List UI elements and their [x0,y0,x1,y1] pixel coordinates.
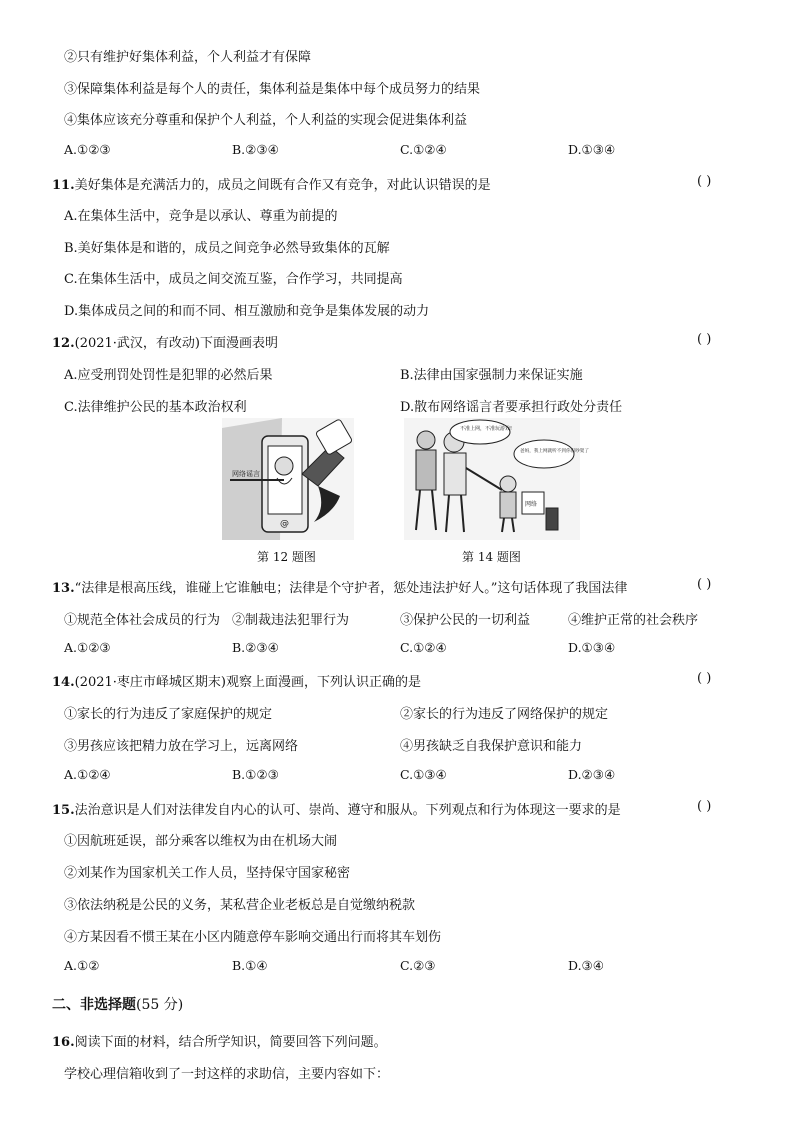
q15-answer-paren: ( ) [697,799,712,814]
q14-statement-4: ④男孩缺乏自我保护意识和能力 [400,739,583,754]
fig14-bubble-boy: 爸妈，我上网就听不到你们吵架了 [520,449,589,454]
q16-stem [52,1031,387,1050]
q10-statement-3: ③保障集体利益是每个人的责任，集体利益是集体中每个成员努力的结果 [64,82,481,97]
q15-option-a: A.①② [64,958,100,973]
q10-option-d: D.①③④ [568,142,616,157]
q15-option-c: C.②③ [400,958,436,973]
q11-option-c: C.在集体生活中，成员之间交流互鉴，合作学习，共同提高 [64,272,403,287]
q13-statement-2: ②制裁违法犯罪行为 [232,613,350,628]
q12-answer-paren: ( ) [697,332,712,347]
svg-text:不准上网，不准玩游戏! [460,425,512,432]
q13-statement-1: ①规范全体社会成员的行为 [64,613,221,628]
q16-text: 阅读下面的材料，结合所学知识，简要回答下列问题。 [74,1035,387,1050]
q13-text: “法律是根高压线，谁碰上它谁触电；法律是个守护者，惩处违法护好人。”这句话体现了我国法律 [74,581,628,596]
q10-option-a: A.①②③ [64,142,111,157]
q15-option-b: B.①④ [232,958,268,973]
q14-statement-1: ①家长的行为违反了家庭保护的规定 [64,707,273,722]
q14-statement-3: ③男孩应该把精力放在学习上，远离网络 [64,739,299,754]
q11-number: 11. [52,178,75,193]
q11-stem [52,174,491,193]
q11-answer-paren: ( ) [697,174,712,189]
q14-option-b: B.①②③ [232,767,279,782]
q16-material: 学校心理信箱收到了一封这样的求助信，主要内容如下： [64,1067,390,1082]
fig12-at-symbol: @ [280,519,289,529]
q14-answer-paren: ( ) [697,671,712,686]
q11-option-b: B.美好集体是和谐的，成员之间竞争必然导致集体的瓦解 [64,241,390,256]
q14-option-d: D.②③④ [568,767,616,782]
q11-option-a: A.在集体生活中，竞争是以承认、尊重为前提的 [64,209,338,224]
q14-text: (2021·枣庄市峄城区期末)观察上面漫画，下列认识正确的是 [74,675,421,690]
q12-option-c: C.法律维护公民的基本政治权利 [64,400,247,415]
q14-statement-2: ②家长的行为违反了网络保护的规定 [400,707,609,722]
q10-statement-2: ②只有维护好集体利益，个人利益才有保障 [64,50,312,65]
q13-statement-4: ④维护正常的社会秩序 [568,613,699,628]
q15-option-d: D.③④ [568,958,604,973]
q12-option-a: A.应受刑罚处罚性是犯罪的必然后果 [64,368,273,383]
section-points: (55 分) [136,997,184,1013]
q11-text: 美好集体是充满活力的，成员之间既有合作又有竞争，对此认识错误的是 [74,178,491,193]
q13-stem [52,577,627,596]
q12-option-b: B.法律由国家强制力来保证实施 [400,368,583,383]
fig14-caption: 第 14 题图 [462,550,521,564]
q10-option-b: B.②③④ [232,142,279,157]
q12-text: (2021·武汉，有改动)下面漫画表明 [74,336,278,351]
section-heading [52,994,183,1014]
fig14-bubble-parent: 不准上网，不准玩游戏! [460,426,513,432]
q15-statement-1: ①因航班延误，部分乘客以维权为由在机场大闹 [64,834,338,849]
q13-statement-3: ③保护公民的一切利益 [400,613,531,628]
section-title: 二、非选择题 [52,997,136,1013]
q15-statement-3: ③依法纳税是公民的义务，某私营企业老板总是自觉缴纳税款 [64,898,416,913]
fig12-caption: 第 12 题图 [257,550,316,564]
q13-answer-paren: ( ) [697,577,712,592]
q14-option-a: A.①②④ [64,767,111,782]
q11-option-d: D.集体成员之间的和而不同、相互激励和竞争是集体发展的动力 [64,304,430,319]
fig14-cartoon [404,418,589,540]
q12-stem [52,332,278,351]
q15-text: 法治意识是人们对法律发自内心的认可、崇尚、遵守和服从。下列观点和行为体现这一要求的是 [74,803,621,818]
q10-option-c: C.①②④ [400,142,447,157]
q14-number: 14. [52,675,75,690]
q13-option-c: C.①②④ [400,640,447,655]
q13-number: 13. [52,581,75,596]
fig12-cartoon [222,418,354,540]
q12-number: 12. [52,336,75,351]
fig14-box-label: 网络 [525,501,538,508]
q14-stem [52,671,421,690]
fig12-rumor-label: 网络谣言 [232,470,260,478]
q15-number: 15. [52,803,75,818]
q13-option-d: D.①③④ [568,640,616,655]
q15-statement-2: ②刘某作为国家机关工作人员，坚持保守国家秘密 [64,866,351,881]
svg-text:爸妈，我上网就听不到你们吵架了 [520,447,589,454]
q16-number: 16. [52,1035,75,1050]
q15-stem [52,799,621,818]
q13-option-a: A.①②③ [64,640,111,655]
q14-option-c: C.①③④ [400,767,447,782]
q15-statement-4: ④方某因看不惯王某在小区内随意停车影响交通出行而将其车划伤 [64,930,442,945]
q13-option-b: B.②③④ [232,640,279,655]
q12-option-d: D.散布网络谣言者要承担行政处分责任 [400,400,623,415]
q10-statement-4: ④集体应该充分尊重和保护个人利益，个人利益的实现会促进集体利益 [64,113,468,128]
